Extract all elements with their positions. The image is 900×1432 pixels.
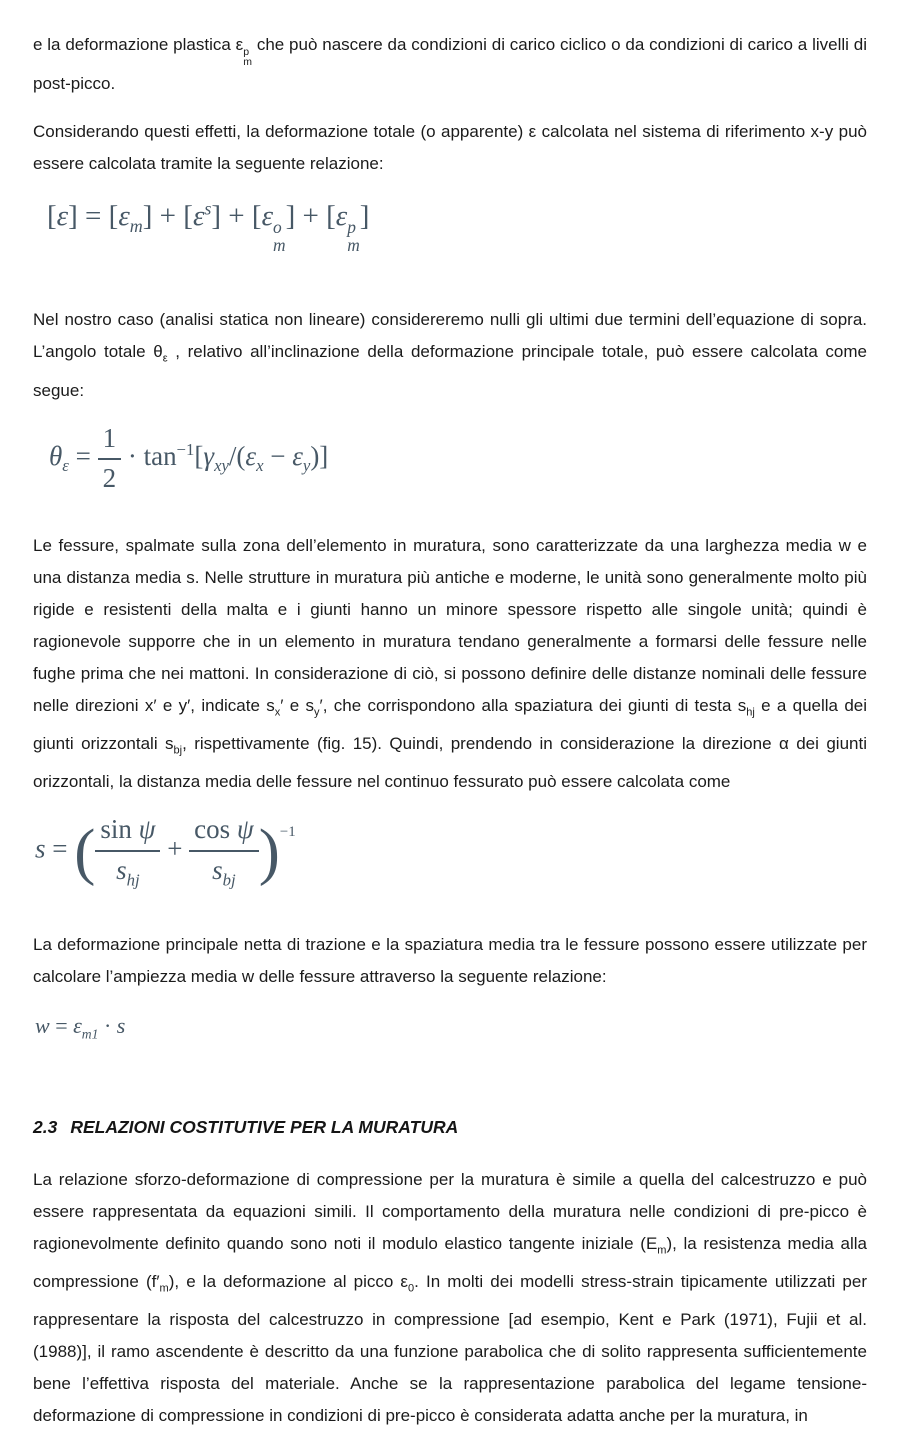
text-run: ] (68, 199, 78, 232)
text-run: ε (192, 199, 205, 232)
fraction (95, 814, 160, 889)
superscript-subscript-stack: o m (273, 217, 286, 255)
section-title: RELAZIONI COSTITUTIVE PER LA MURATURA (70, 1116, 459, 1137)
para-total-strain-intro (33, 116, 867, 180)
text-run: ε (118, 199, 130, 232)
text-run: = (49, 1013, 74, 1039)
text-run: ), la resistenza media alla compressione (f′ (33, 1233, 867, 1292)
text-run: · (98, 1013, 117, 1039)
subscript: hj (126, 869, 140, 889)
subscript: ε (62, 455, 69, 475)
text-run: La deformazione principale netta di trazione e la spaziatura media tra le fessure possono essere utilizzate per calcolare l’ampiezza media w delle fessure attraverso la seguente relazione: (33, 935, 867, 987)
fraction-numerator (189, 814, 259, 851)
text-run: γ (203, 440, 215, 471)
fraction (98, 423, 122, 494)
text-run: , rispettivamente (fig. 15). Quindi, prendendo in considerazione la direzione α dei giunti orizzontali, la distanza media delle fessure nel continuo fessurato può essere calcolata come (33, 734, 867, 792)
superscript: −1 (176, 439, 195, 459)
text-run: ψ (138, 814, 156, 845)
subscript: bj (222, 869, 236, 889)
subscript: m1 (81, 1026, 99, 1042)
text-run: ε (292, 440, 303, 471)
subscript: m (129, 215, 143, 236)
text-run: ] (211, 199, 222, 232)
text-run: + (152, 199, 184, 232)
subscript: m (159, 1282, 169, 1295)
text-run: 2 (102, 462, 117, 493)
superscript-subscript-stack: p m (347, 217, 360, 255)
section-heading-2-3 (33, 1114, 867, 1140)
subscript: 0 (408, 1282, 415, 1295)
text-run: e la deformazione plastica ε (33, 35, 244, 54)
text-run: [ (108, 199, 119, 232)
text-run: ] (285, 199, 296, 232)
text-run: [ (326, 199, 336, 232)
subscript: y (314, 706, 320, 719)
fraction-denominator (95, 852, 160, 890)
text-run: . In molti dei modelli stress-strain tipicamente utilizzati per rappresentare la risposta del calcestruzzo in compressione [ad esempio, Kent e Park (1971), Fujii et al. (1988)], il ramo ascendente è descritto da una funzione parabolica che di solito rappresenta sufficientemente bene l’effettiva risposta del materiale. Anche se la rappresentazione parabolica del legame tensione-deformazione di compressione in condizioni di pre-picco è considerata adatta anche per la muratura, in (33, 1272, 867, 1426)
para-plastic-strain (33, 29, 867, 100)
text-run: ε (56, 199, 69, 232)
eq-crack-spacing (35, 814, 867, 889)
fraction-numerator (95, 814, 160, 851)
text-run: cos (194, 814, 237, 845)
text-run: sin (100, 814, 139, 845)
fraction (189, 814, 259, 889)
text-run: ′ e s (280, 695, 315, 715)
text-run: ε (335, 199, 348, 232)
text-run: , relativo all’inclinazione della deformazione principale totale, può essere calcolata come segue: (33, 342, 867, 400)
text-run: che può nascere da condizioni di carico ciclico o da condizioni di carico a livelli di post-picco. (33, 35, 867, 93)
subscript: x (256, 455, 264, 475)
text-run: w (35, 1013, 50, 1039)
subscript: xy (214, 455, 229, 475)
text-run: [ (47, 199, 57, 232)
subscript: bj (173, 744, 183, 757)
text-run: ε (73, 1013, 82, 1039)
subscript: x (274, 706, 281, 719)
eq-theta (49, 423, 867, 494)
text-run: = (45, 834, 75, 865)
superscript: −1 (279, 824, 296, 841)
big-parenthesis: ) (258, 815, 280, 887)
text-run: θ (49, 440, 63, 471)
text-run: Considerando questi effetti, la deformazione totale (o apparente) ε calcolata nel sistema di riferimento x-y può essere calcolata tramite la seguente relazione: (33, 121, 867, 173)
subscript: hj (746, 706, 755, 719)
text-run: + (295, 199, 327, 232)
text-run: e a quella dei giunti orizzontali s (33, 695, 868, 754)
text-run: ψ (236, 814, 254, 845)
text-run: s (116, 1013, 126, 1039)
subscript: m (657, 1244, 667, 1257)
text-run: La relazione sforzo-deformazione di compressione per la muratura è simile a quella del calcestruzzo e può essere rappresentata da equazioni simili. Il comportamento della muratura nelle condizioni di pre-picco è ragionevolmente definito quando sono noti il modulo elastico tangente iniziale (E (33, 1169, 867, 1253)
superscript-subscript-stack: p m (243, 45, 252, 69)
subscript: ε (162, 352, 168, 365)
text-run: 1 (102, 422, 117, 453)
text-run: s (116, 854, 127, 885)
text-run: = (77, 199, 109, 232)
text-run: ] (142, 199, 153, 232)
text-run: [ (183, 199, 193, 232)
text-run: [ (251, 199, 262, 232)
text-run: + (221, 199, 252, 232)
text-run: · (121, 440, 144, 471)
para-crack-width-intro (33, 929, 867, 993)
para-angle-theta (33, 304, 867, 406)
text-run: ] (359, 199, 370, 232)
superscript: s (204, 198, 212, 219)
fraction-denominator (98, 460, 122, 494)
para-cracks (33, 530, 867, 799)
fraction-denominator (189, 852, 259, 890)
text-run: [ (194, 440, 204, 471)
section-number: 2.3 (33, 1116, 58, 1137)
text-run: s (212, 854, 223, 885)
text-run: − (263, 440, 293, 471)
text-run: ε (245, 440, 257, 471)
text-run: Le fessure, spalmate sulla zona dell’elemento in muratura, sono caratterizzate da una larghezza media w e una distanza media s. Nelle strutture in muratura più antiche e moderne, le unità sono generalmente molto più rigide e resistenti della malta e i giunti hanno un minore spessore rispetto alle singole unità; quindi è ragionevole supporre che in un elemento in muratura tendano generalmente a formarsi delle fessure nelle fughe prima che nei mattoni. In considerazione di ciò, si possono definire delle distanze nominali delle fessure nelle direzioni x′ e y′, indicate s (33, 535, 867, 715)
text-run: tan (143, 440, 177, 471)
big-parenthesis: ( (74, 815, 96, 887)
text-run: ′, che corrispondono alla spaziatura dei giunti di testa s (319, 695, 747, 715)
text-run: /( (228, 440, 246, 471)
para-constitutive (33, 1164, 867, 1432)
text-run: s (35, 834, 46, 865)
eq-total-strain (47, 196, 867, 255)
text-run: ε (261, 199, 274, 232)
text-run: + (160, 834, 190, 865)
text-run: Nel nostro caso (analisi statica non lineare) considereremo nulli gli ultimi due termini dell’equazione di sopra. L’angolo totale θ (33, 310, 867, 362)
eq-crack-width (35, 1011, 867, 1043)
subscript: y (302, 455, 311, 475)
text-run: ), e la deformazione al picco ε (168, 1272, 409, 1292)
fraction-numerator (98, 423, 122, 460)
text-run: = (68, 440, 98, 471)
text-run: )] (310, 440, 329, 471)
